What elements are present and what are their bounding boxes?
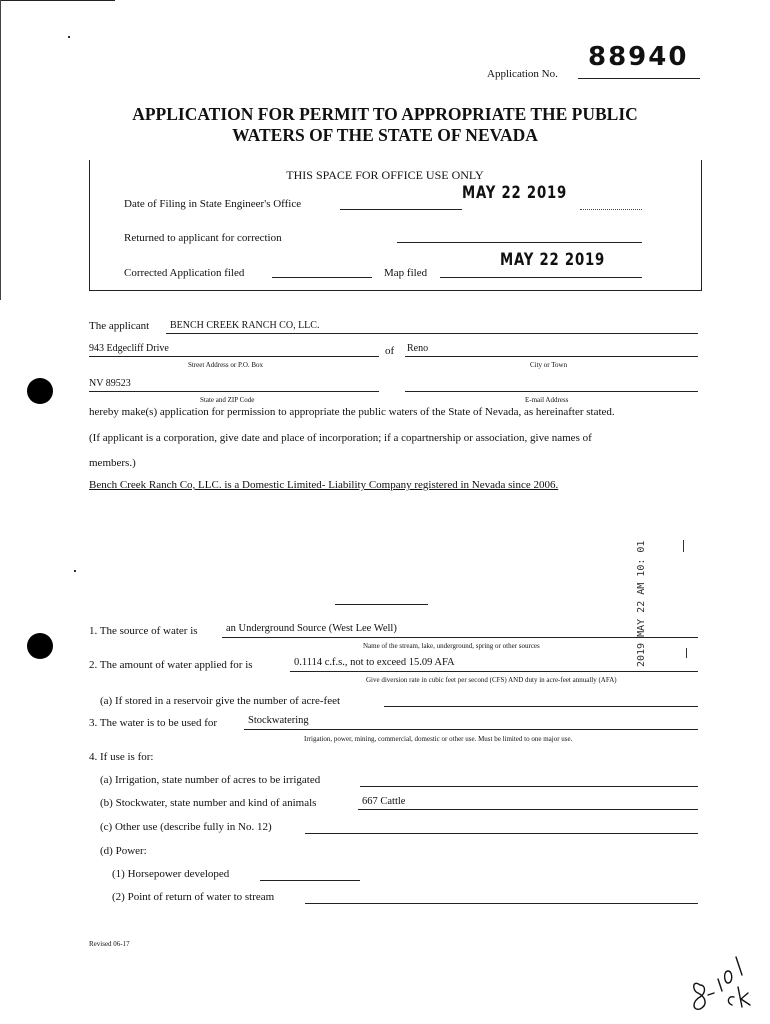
binder-hole <box>27 378 53 404</box>
form-title-line1: APPLICATION FOR PERMIT TO APPROPRIATE THE PUBLIC <box>132 104 638 124</box>
margin-received-stamp: 2019 MAY 22 AM 10: 01 <box>636 540 647 667</box>
q3-line <box>244 729 698 730</box>
application-number-line <box>578 78 700 79</box>
map-filed-line <box>440 277 642 278</box>
date-filing-label: Date of Filing in State Engineer's Office <box>124 198 302 210</box>
date-filing-line-right <box>580 209 642 210</box>
q4b-label: (b) Stockwater, state number and kind of animals <box>100 797 317 809</box>
q2-label: 2. The amount of water applied for is <box>89 659 253 671</box>
q4a-label: (a) Irrigation, state number of acres to be irrigated <box>100 774 321 786</box>
applicant-name-line <box>166 333 698 334</box>
q2-line <box>290 671 698 672</box>
margin-mark <box>686 648 687 658</box>
office-use-heading: THIS SPACE FOR OFFICE USE ONLY <box>286 168 484 182</box>
state-zip-caption: State and ZIP Code <box>200 396 255 404</box>
applicant-city: Reno <box>407 343 429 354</box>
q4d2-label: (2) Point of return of water to stream <box>112 891 275 903</box>
applicant-street: 943 Edgecliff Drive <box>89 343 169 354</box>
handwritten-note <box>678 945 758 1015</box>
q4c-line <box>305 833 698 834</box>
street-line <box>89 356 379 357</box>
q3-caption: Irrigation, power, mining, commercial, domestic or other use. Must be limited to one major use. <box>304 735 573 743</box>
q1-caption: Name of the stream, lake, underground, spring or other sources <box>363 642 540 650</box>
applicant-label: The applicant <box>89 320 150 332</box>
q4b-line <box>358 809 698 810</box>
margin-mark <box>683 540 684 552</box>
application-statement: hereby make(s) application for permission to appropriate the public waters of the State of Nevada, as hereinafter stated. <box>89 406 615 418</box>
q4b-value: 667 Cattle <box>362 796 406 807</box>
q4c-label: (c) Other use (describe fully in No. 12) <box>100 821 272 833</box>
speck <box>74 570 76 572</box>
corporation-instruction-1: (If applicant is a corporation, give date and place of incorporation; if a copartnership or association, give names of <box>89 432 592 444</box>
q3-value: Stockwatering <box>248 715 309 726</box>
separator-short-line <box>335 604 428 605</box>
q1-label: 1. The source of water is <box>89 625 198 637</box>
returned-label: Returned to applicant for correction <box>124 232 282 244</box>
state-zip-line <box>89 391 379 392</box>
map-filed-label: Map filed <box>384 267 428 279</box>
date-filing-line <box>340 209 462 210</box>
q4-label: 4. If use is for: <box>89 751 154 763</box>
q2a-label: (a) If stored in a reservoir give the number of acre-feet <box>100 695 341 707</box>
q2-caption: Give diversion rate in cubic feet per second (CFS) AND duty in acre-feet annually (AFA) <box>366 676 617 684</box>
email-caption: E-mail Address <box>525 396 569 404</box>
city-caption: City or Town <box>530 361 568 369</box>
street-caption: Street Address or P.O. Box <box>188 361 264 369</box>
applicant-name: BENCH CREEK RANCH CO, LLC. <box>170 320 320 331</box>
q4d1-line <box>260 880 360 881</box>
q4a-line <box>360 786 698 787</box>
of-label: of <box>385 345 395 357</box>
map-filed-stamp: MAY 22 2019 <box>500 250 605 270</box>
corporation-answer: Bench Creek Ranch Co, LLC. is a Domestic Limited- Liability Company registered in Nevada since 2006. <box>89 479 559 491</box>
q1-value: an Underground Source (West Lee Well) <box>226 623 397 634</box>
revision-note: Revised 06-17 <box>89 940 130 948</box>
q4d2-line <box>305 903 698 904</box>
speck <box>68 36 70 38</box>
application-number-label: Application No. <box>487 68 558 80</box>
corrected-label: Corrected Application filed <box>124 267 245 279</box>
q2a-line <box>384 706 698 707</box>
top-rule <box>0 0 115 1</box>
q3-label: 3. The water is to be used for <box>89 717 218 729</box>
email-line <box>405 391 698 392</box>
date-filing-stamp: MAY 22 2019 <box>462 183 567 203</box>
returned-line <box>397 242 642 243</box>
binder-hole <box>27 633 53 659</box>
form-title-line2: WATERS OF THE STATE OF NEVADA <box>232 125 538 145</box>
q4d1-label: (1) Horsepower developed <box>112 868 230 880</box>
q2-value: 0.1114 c.f.s., not to exceed 15.09 AFA <box>294 657 455 668</box>
corrected-line <box>272 277 372 278</box>
corporation-instruction-2: members.) <box>89 457 136 469</box>
application-number: 88940 <box>588 42 689 72</box>
applicant-state-zip: NV 89523 <box>89 378 131 389</box>
q1-line <box>222 637 698 638</box>
left-edge-rule <box>0 0 1 300</box>
q4d-label: (d) Power: <box>100 845 147 857</box>
city-line <box>405 356 698 357</box>
